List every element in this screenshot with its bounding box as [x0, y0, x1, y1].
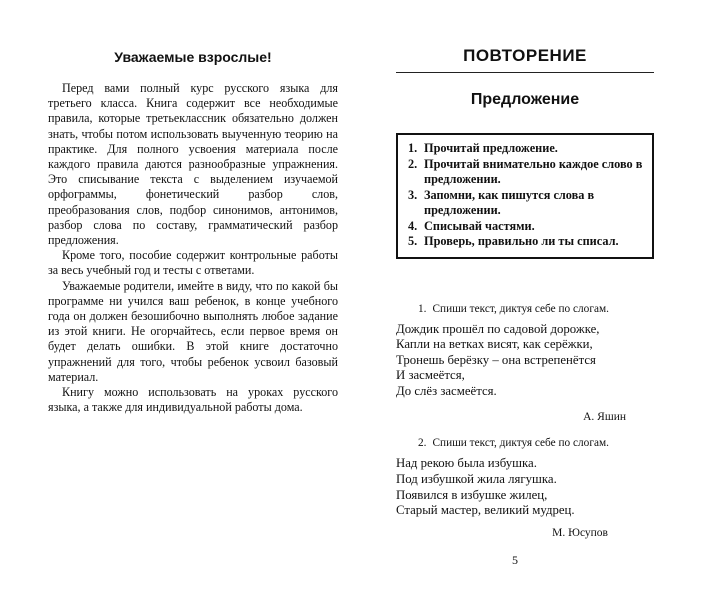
poem-line: Появился в избушке жилец,: [396, 487, 548, 502]
exercise-instruction-text: Спиши текст, диктуя себе по слогам.: [432, 302, 609, 315]
exercise-2: [396, 437, 654, 538]
rule-item: [408, 157, 644, 188]
rule-text: Проверь, правильно ли ты списал.: [424, 234, 619, 248]
intro-paragraph-1: Перед вами полный курс русского языка для третьего класса. Книга содержит все необходимые правила, которые третьеклассник обязательно должен знать, чтобы потом использовать выученную теорию на практике. Для полного усвоения материала после каждого правила даются разнообразные упражнения. Это списывание текста с выделением изучаемой орфограммы, фонетический разбор слов, преобразования слов, подбор синонимов, антонимов, разбор слова по составу, грамматический разбор предложения.: [48, 81, 338, 248]
exercise-instruction: [396, 303, 654, 315]
rule-text: Прочитай внимательно каждое слово в предложении.: [424, 156, 643, 186]
exercise-instruction-text: Спиши текст, диктуя себе по слогам.: [432, 437, 609, 450]
intro-paragraph-4: Книгу можно использовать на уроках русского языка, а также для индивидуальной работы дома.: [48, 385, 338, 415]
rule-number: 5.: [408, 234, 418, 248]
exercise-number: 1.: [418, 302, 427, 315]
poem-line: И засмеётся,: [396, 368, 465, 383]
rule-text: Списывай частями.: [424, 218, 535, 233]
poem-line: Дождик прошёл по садовой дорожке,: [396, 321, 600, 336]
rule-item: [408, 234, 644, 250]
poem-line: Старый мастер, великий мудрец.: [396, 503, 575, 518]
page-number: 5: [512, 552, 518, 567]
poem-author: М. Юсупов: [552, 526, 608, 539]
poem-line: Капли на ветках висят, как серёжки,: [396, 337, 593, 352]
exercise-number: 2.: [418, 437, 427, 450]
intro-paragraph-2: Кроме того, пособие содержит контрольные работы за весь учебный год и тесты с ответами.: [48, 248, 338, 278]
left-page: [48, 0, 338, 590]
rule-number: 2.: [408, 156, 418, 171]
subsection-title: Предложение: [470, 91, 580, 108]
right-page: [396, 0, 654, 590]
rule-item: [408, 219, 644, 235]
poem-line: Над рекою была избушка.: [396, 456, 537, 471]
poem-line: Под избушкой жила лягушка.: [396, 472, 557, 487]
rule-item: [408, 141, 644, 157]
rule-item: [408, 188, 644, 219]
exercise-instruction: [396, 437, 654, 449]
poem-author: А. Яшин: [583, 411, 626, 424]
rule-text: Прочитай предложение.: [424, 141, 558, 155]
rule-number: 1.: [408, 141, 418, 155]
section-title: ПОВТОРЕНИЕ: [396, 46, 654, 73]
intro-paragraph-3: Уважаемые родители, имейте в виду, что по какой бы программе ни учился ваш ребенок, в конце учебного года он должен безошибочно выполнять любое задание из этой книги. Не огорчайтесь, если первое время он будет делать ошибки. В этой книге достаточно упражнений для того, чтобы ребенок усвоил базовый материал.: [48, 278, 338, 384]
poem-line: Тронешь берёзку – она встрепенётся: [396, 352, 596, 367]
rule-text: Запомни, как пишутся слова в предложении.: [424, 187, 595, 217]
rule-number: 4.: [408, 218, 418, 233]
exercise-1: [396, 303, 654, 424]
poem-line: До слёз засмеётся.: [396, 383, 497, 398]
rule-number: 3.: [408, 187, 418, 202]
left-page-heading: Уважаемые взрослые!: [114, 49, 272, 65]
rules-box: [396, 133, 654, 259]
